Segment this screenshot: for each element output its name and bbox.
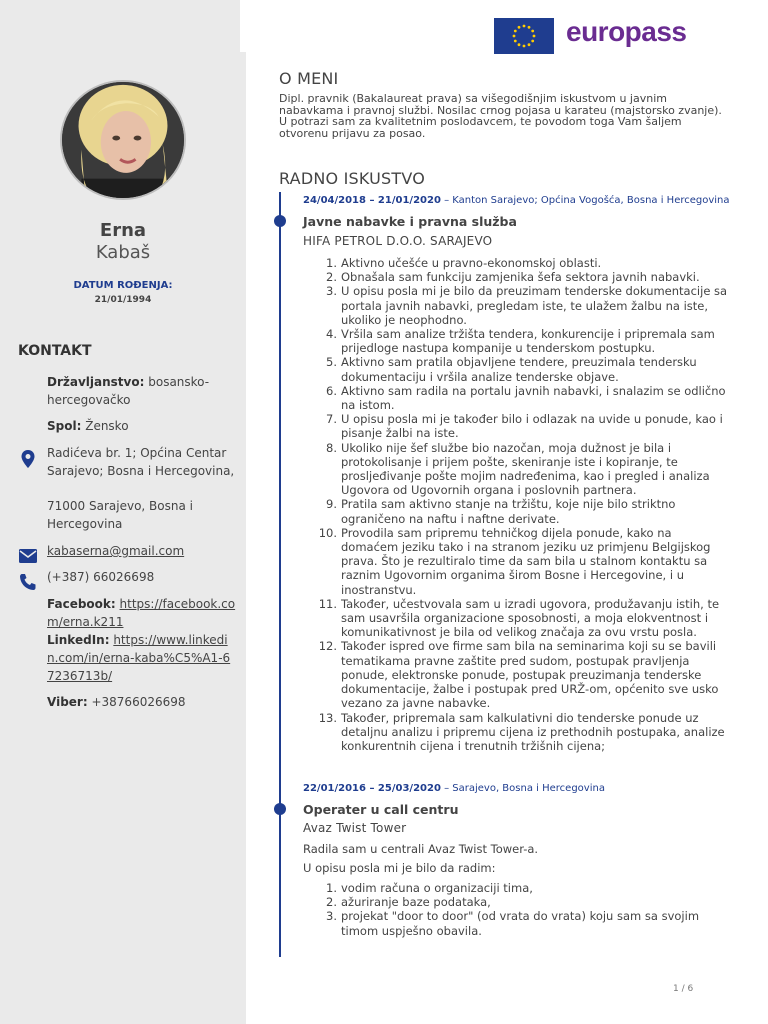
phone-icon [18,572,38,592]
job-1-task-item [311,256,731,270]
job-1-task-item [311,270,731,284]
job-1-task-item-text: Vršila sam analize tržišta tendera, konkurencije i pripremala sam prijedloge nastupa kompanije u tenderskom postupku. [341,327,715,356]
job-1-task-item-number: 13. [318,710,337,725]
profile-photo-image [62,82,184,198]
job-1-task-item-number: 3. [326,284,337,299]
job-1-task-item [311,711,731,754]
job-2-task-item-text: projekat "door to door" (od vrata do vrata) koju sam sa svojim timom uspješno obavila. [341,909,700,938]
job-1-task-item-text: U opisu posla mi je bilo da preuzimam tenderske dokumentacije sa portala javnih nabavki, pregledam iste, te ulažem žalbu na iste, ukoliko je neophodno. [341,284,728,327]
job-1-task-item-text: Obnašala sam funkciju zamjenika šefa sektora javnih nabavki. [341,270,700,285]
job-1-task-item [311,441,731,498]
timeline-dot-job-2 [274,803,286,815]
first-name: Erna [99,220,147,241]
job-1-task-item-text: Aktivno sam pratila objavljene tendere, preuzimala tendersku dokumentaciju i vršila analize tenderske objave. [341,355,697,384]
job-2-task-item-number: 1. [326,881,337,895]
last-name: Kabaš [95,242,151,263]
job-1-task-item [311,412,731,440]
facebook-link[interactable]: https://facebook.com/erna.k211 [47,597,236,629]
nationality [47,373,237,409]
gender-value: Žensko [85,419,129,433]
about-title: O MENI [279,69,339,88]
experience-title: RADNO ISKUSTVO [279,169,426,188]
job-2-text-1: Radila sam u centrali Avaz Twist Tower-a. [303,842,539,856]
job-2-task-item-number: 3. [326,909,337,924]
dob-label: DATUM ROĐENJA: [73,280,173,291]
about-text: Dipl. pravnik (Bakalaureat prava) sa višegodišnjim iskustvom u javnim nabavkama i pravnoj službi. Nosilac crnog pojasa u karateu (majstorsko zvanje). U potrazi sam za kvalitetnim poslodavcem, te povodom toga Vam šaljem otvorenu prijavu za posao. [279,92,722,140]
job-1-dates: 24/04/2018 – 21/01/2020 [303,195,441,206]
phone-number: (+387) 66026698 [47,570,155,584]
job-1-task-item-number: 11. [318,596,337,611]
location-pin-icon [18,449,38,469]
job-2-title: Operater u call centru [303,802,459,817]
timeline-line [279,192,281,957]
profile-photo [60,80,186,200]
job-2-meta [303,783,605,794]
job-2-location: – Sarajevo, Bosna i Hercegovina [444,783,605,794]
job-1-tasks [311,256,731,753]
job-1-task-item-text: Aktivno sam radila na portalu javnih nabavki, i snalazim se odlično na istom. [341,383,726,413]
job-1-task-item [311,327,731,355]
facebook [47,595,237,631]
job-1-task-item-number: 4. [326,327,337,342]
job-2-task-item-number: 2. [326,895,337,910]
job-1-task-item-text: Provodila sam pripremu tehničkog dijela ponude, kako na domaćem jeziku tako i na stranom jeziku uz primjenu Belgijskog prava. Što je rezultiralo time da sam bila u stalnom kontaktu sa raznim Ugovornim organima širom Bosne i Hercegovine, i u inostranstvu. [341,525,711,597]
viber-value: +38766026698 [91,695,186,709]
job-1-task-item [311,355,731,383]
job-1-task-item-number: 8. [326,440,337,455]
gender-label: Spol: [47,419,82,433]
job-1-task-item-text: Također ispred ove firme sam bila na seminarima koji su se bavili tematikama pravne zaštite pred sudom, postupak pravljenja ponude, elektronske ponude, postupak preuzimanja tenderske dokumentacije, žalbe i postupak pred URŽ-om, općenito sve usko vezano za javne nabavke. [341,639,719,711]
dob-value: 21/01/1994 [94,295,152,305]
europass-wordmark: europass [566,16,687,47]
job-1-task-item [311,284,731,327]
job-1-task-item [311,497,731,525]
email-address[interactable]: kabaserna@gmail.com [47,544,185,558]
job-1-task-item-text: Pratila sam aktivno stanje na tržištu, koje nije bilo striktno ograničeno na naftu i naftne derivate. [341,497,676,526]
job-1-task-item-number: 9. [326,497,337,512]
europass-logo [494,18,704,56]
email-icon [18,546,38,566]
job-1-meta [303,195,730,206]
job-2-task-item-text: vodim računa o organizaciji tima, [341,881,533,895]
job-1-task-item-text: Također, učestvovala sam u izradi ugovora, produžavanju istih, te sam usavršila organizacione sposobnosti, a moja elokventnost i komunikativnost je bila od velikog značaja za ovu vrstu posla. [341,596,720,640]
job-2-task-item-text: ažuriranje baze podataka, [341,895,491,910]
job-1-task-item-text: Aktivno učešće u pravno-ekonomskoj oblasti. [341,256,602,270]
address-line-1: Radićeva br. 1; Općina Centar Sarajevo; Bosna i Hercegovina, [47,446,235,478]
job-2-task-item [311,881,731,895]
job-1-task-item-number: 2. [326,270,337,285]
facebook-label: Facebook: [47,597,116,611]
email-link[interactable] [47,542,237,560]
nationality-label: Državljanstvo: [47,375,145,389]
job-1-task-item-text: Također, pripremala sam kalkulativni dio tenderske ponude uz detaljnu analizu i pripremu cijena iz prethodnih postupaka, analize konkurentnih cijena i trenutnih tržišnih cijena; [341,710,725,753]
job-2-tasks [311,881,731,938]
job-1-task-item-number: 5. [326,355,337,370]
job-2-task-item [311,909,731,937]
eu-flag-icon [494,18,554,54]
job-1-task-item-number: 12. [318,639,337,654]
job-1-employer: HIFA PETROL D.O.O. SARAJEVO [303,234,493,248]
job-1-task-item [311,639,731,710]
job-1-task-item [311,526,731,597]
job-1-task-item [311,384,731,412]
job-1-title: Javne nabavke i pravna služba [303,214,517,229]
job-2-task-item [311,895,731,909]
address-line-2: 71000 Sarajevo, Bosna i Hercegovina [47,499,193,531]
job-2-text-2: U opisu posla mi je bilo da radim: [303,861,496,875]
viber-label: Viber: [47,695,88,709]
job-1-task-item-text: U opisu posla mi je također bilo i odlazak na uvide u ponude, kao i pisanje žalbi na iste. [341,412,723,441]
job-2-dates: 22/01/2016 – 25/03/2020 [303,783,441,794]
job-1-task-item-number: 1. [326,256,337,270]
viber [47,693,237,711]
job-1-location: – Kanton Sarajevo; Općina Vogošća, Bosna i Hercegovina [444,195,730,206]
sidebar-notch [240,0,248,52]
page-number: 1 / 6 [673,984,694,994]
nationality-value: bosansko-hercegovačko [47,375,210,407]
linkedin-link[interactable]: https://www.linkedin.com/in/erna-kaba%C5%A1-67236713b/ [47,633,231,683]
job-1-task-item-number: 6. [326,383,337,398]
linkedin [47,631,237,685]
timeline-dot-job-1 [274,215,286,227]
job-2-employer: Avaz Twist Tower [303,821,407,835]
job-1-task-item-number: 7. [326,412,337,427]
job-1-task-item-text: Ukoliko nije šef službe bio nazočan, moja dužnost je bila i protokolisanje i prijem pošte, skeniranje iste i kopiranje, te prosljeđivanje pošte mojim nadređenima, kao i pregled i analiza Ugovora od Ugovornih organa i poslovnih partnera. [341,440,710,498]
contact-heading: KONTAKT [18,343,92,359]
job-1-task-item-number: 10. [318,525,337,540]
gender [47,417,237,435]
job-1-task-item [311,597,731,640]
linkedin-label: LinkedIn: [47,633,110,647]
